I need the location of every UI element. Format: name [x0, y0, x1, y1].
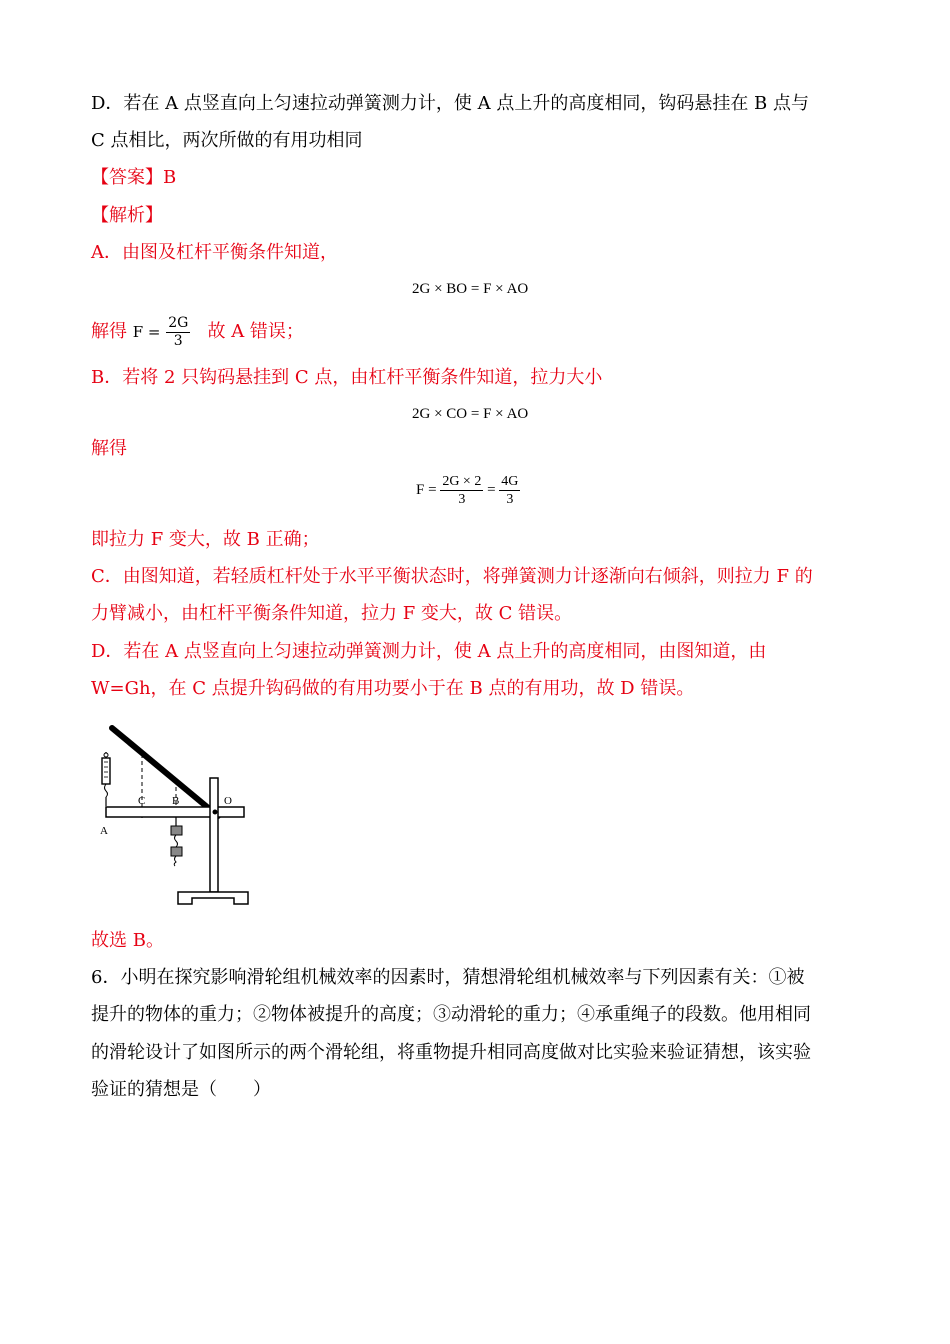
label-o: O: [224, 795, 232, 807]
option-d-line2: C 点相比，两次所做的有用功相同: [91, 130, 363, 151]
analysis-c-line1: C．由图知道，若轻质杠杆处于水平平衡状态时，将弹簧测力计逐渐向右倾斜，则拉力 F 的: [91, 566, 813, 587]
equation-3: [416, 473, 520, 508]
equation-2: 2G × CO = F × AO: [412, 406, 529, 422]
question6-line1: 6．小明在探究影响滑轮组机械效率的因素时，猜想滑轮组机械效率与下列因素有关：①被: [91, 967, 805, 988]
solve-a-numerator: 2G: [168, 314, 189, 331]
analysis-d-line2: W=Gh，在 C 点提升钩码做的有用功要小于在 B 点的有用功，故 D 错误。: [91, 678, 695, 699]
question6-line3: 的滑轮设计了如图所示的两个滑轮组，将重物提升相同高度做对比实验来验证猜想，该实验: [91, 1042, 811, 1063]
solve-a-fraction: [166, 315, 190, 350]
horizontal-lever: [106, 807, 244, 817]
lever-diagram: [98, 722, 250, 908]
solve-b-prefix: 解得: [91, 438, 127, 459]
eq3-fraction-2: [499, 473, 520, 508]
eq3-numerator-1: 2G × 2: [442, 474, 482, 489]
question6-line2: 提升的物体的重力；②物体被提升的高度；③动滑轮的重力；④承重绳子的段数。他用相同: [91, 1004, 811, 1025]
solve-a-line: [91, 312, 304, 352]
final-answer: 故选 B。: [91, 930, 164, 951]
analysis-b-intro: B．若将 2 只钩码悬挂到 C 点，由杠杆平衡条件知道，拉力大小: [91, 367, 603, 388]
question6-line4: 验证的猜想是（ ）: [91, 1079, 271, 1100]
answer-label: 【答案】B: [91, 167, 177, 188]
analysis-b-conclusion: 即拉力 F 变大，故 B 正确；: [91, 529, 320, 550]
stand-pole: [210, 778, 218, 892]
eq3-numerator-2: 4G: [501, 474, 519, 489]
solve-a-denominator: 3: [173, 332, 183, 349]
label-c: C: [138, 795, 146, 807]
label-a: A: [100, 825, 108, 837]
eq3-denominator-2: 3: [506, 492, 514, 507]
solve-a-lhs: F =: [132, 323, 161, 341]
analysis-d-line1: D．若在 A 点竖直向上匀速拉动弹簧测力计，使 A 点上升的高度相同，由图知道，由: [91, 641, 767, 662]
hook-weights: [171, 817, 182, 866]
spring-scale: [102, 752, 110, 806]
stand-base: [178, 892, 248, 904]
eq3-equals: =: [487, 481, 496, 498]
analysis-a-intro: A．由图及杠杆平衡条件知道，: [91, 242, 338, 263]
inclined-bar: [112, 728, 218, 816]
option-d-line1: D．若在 A 点竖直向上匀速拉动弹簧测力计，使 A 点上升的高度相同，钩码悬挂在 B 点与: [91, 93, 809, 114]
eq3-lhs: F =: [416, 481, 437, 498]
solve-a-suffix: 故 A 错误；: [207, 321, 304, 342]
equation-1: 2G × BO = F × AO: [412, 281, 529, 297]
solve-a-prefix: 解得: [91, 321, 127, 342]
eq3-fraction-1: [440, 473, 483, 508]
analysis-label: 【解析】: [91, 205, 163, 226]
label-b: B: [172, 795, 180, 807]
eq3-denominator-1: 3: [458, 492, 466, 507]
analysis-c-line2: 力臂减小，由杠杆平衡条件知道，拉力 F 变大，故 C 错误。: [91, 603, 573, 624]
pivot-point: [213, 810, 218, 815]
